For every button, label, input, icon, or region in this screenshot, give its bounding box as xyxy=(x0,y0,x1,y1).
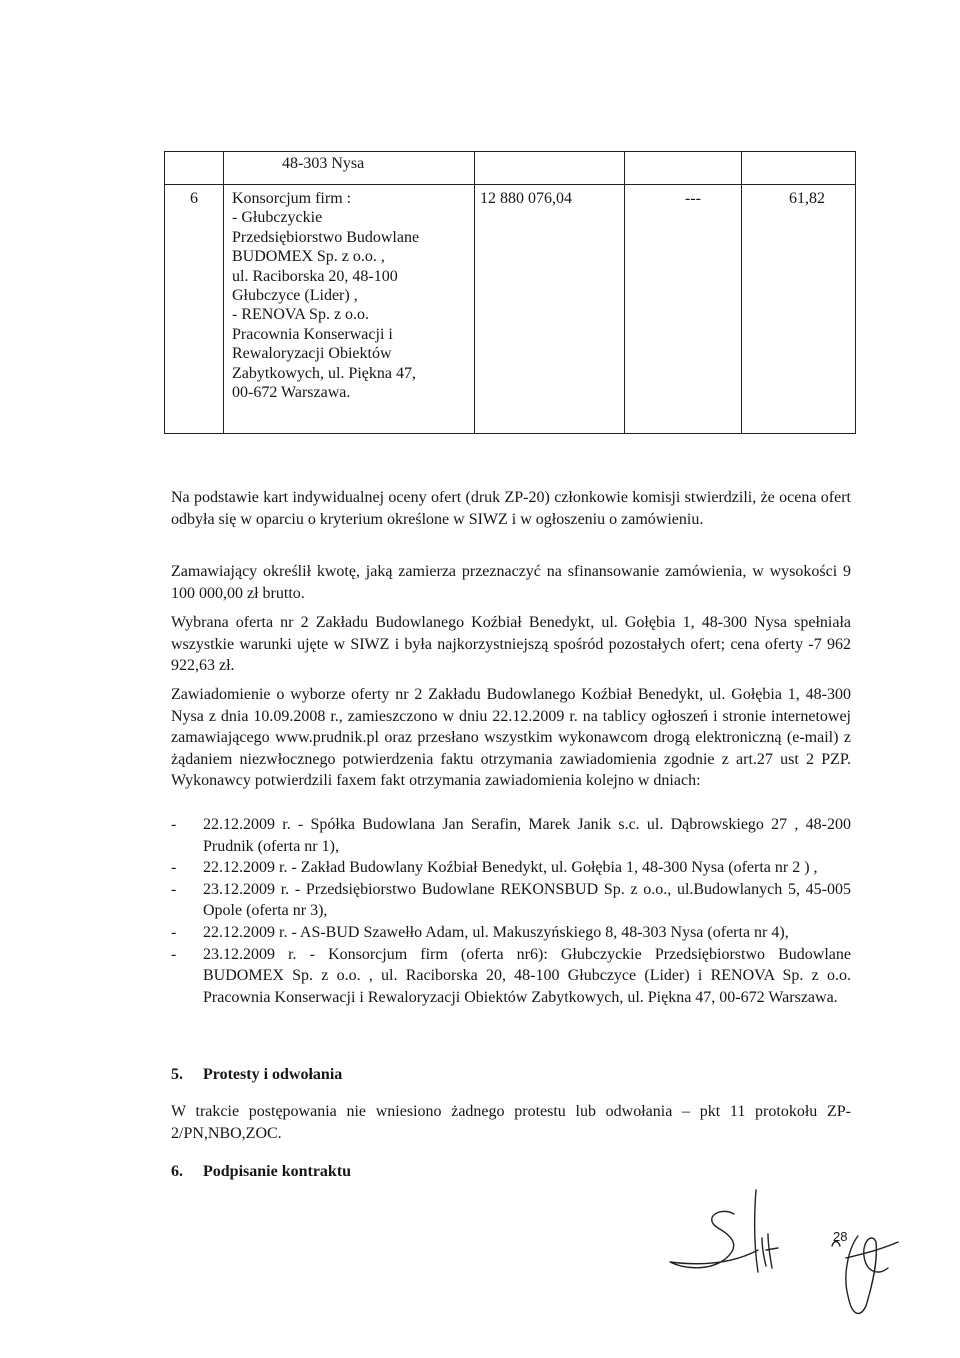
confirmation-list xyxy=(171,814,851,1008)
offer-score: 61,82 xyxy=(742,185,856,434)
list-item: - 23.12.2009 r. - Konsorcjum firm (oferta nr6): Głubczyckie Przedsiębiorstwo Budowlane BUDOMEX Sp. z o.o. , ul. Raciborska 20, 48-100 Głubczyce (Lider) i RENOVA Sp. z o.o. Pracownia Konserwacji i Rewaloryzacji Obiektów Zabytkowych, ul. Piękna 47, 00-672 Warszawa. xyxy=(171,945,851,1006)
paragraph-notification: Zawiadomienie o wyborze oferty nr 2 Zakładu Budowlanego Koźbiał Benedykt, ul. Gołębia 1, 48-300 Nysa z dnia 10.09.2008 r., zamieszczono w dniu 22.12.2009 r. na tablicy ogłoszeń i stronie internetowej zamawiającego www.prudnik.pl oraz przesłano wszystkim wykonawcom drogą elektroniczną (e-mail) z żądaniem niezwłocznego potwierdzenia faktu otrzymania zawiadomienia zgodnie z art.27 ust 2 PZP. Wykonawcy potwierdzili faxem fakt otrzymania zawiadomienia kolejno w dniach: xyxy=(171,686,851,790)
firm-line: 00-672 Warszawa. xyxy=(232,384,351,402)
firm-line: Pracownia Konserwacji i xyxy=(232,325,393,343)
paragraph-protests: W trakcie postępowania nie wniesiono żadnego protestu lub odwołania – pkt 11 protokołu ZP-2/PN,NBO,ZOC. xyxy=(171,1103,851,1142)
section-heading-contract: 6. Podpisanie kontraktu xyxy=(171,1163,352,1180)
firm-line: - RENOVA Sp. z o.o. xyxy=(232,306,370,324)
section-heading-protests: 5. Protesty i odwołania xyxy=(171,1066,343,1083)
list-dash: - xyxy=(171,923,177,941)
firm-line: Przedsiębiorstwo Budowlane xyxy=(232,228,420,246)
firm-line: ul. Raciborska 20, 48-100 xyxy=(232,267,398,285)
firm-cell xyxy=(224,185,475,434)
list-item: - 22.12.2009 r. - AS-BUD Szawełło Adam, ul. Makuszyńskiego 8, 48-303 Nysa (oferta nr 4), xyxy=(171,922,851,944)
offer-price: 12 880 076,04 xyxy=(475,185,625,434)
list-dash: - xyxy=(171,880,177,898)
table-row xyxy=(165,152,856,185)
offer-number: 6 xyxy=(165,185,224,434)
handwritten-signature-icon xyxy=(662,1176,912,1326)
offer-table xyxy=(164,151,856,434)
firm-line: Rewaloryzacji Obiektów xyxy=(232,345,392,363)
list-dash: - xyxy=(171,859,177,877)
list-dash: - xyxy=(171,816,177,833)
paragraph-evaluation: Na podstawie kart indywidualnej oceny ofert (druk ZP-20) członkowie komisji stwierdzili, że ocena ofert odbyła się w oparciu o kryterium określone w SIWZ i w ogłoszeniu o zamówieniu. xyxy=(171,489,851,528)
offer-empty-value: --- xyxy=(625,185,742,434)
page-number: 28 xyxy=(833,1229,848,1244)
continuation-address: 48-303 Nysa xyxy=(224,152,475,185)
firm-line: - Głubczyckie xyxy=(232,209,323,227)
firm-line: BUDOMEX Sp. z o.o. , xyxy=(232,248,385,266)
table-row xyxy=(165,185,856,434)
firm-line: Zabytkowych, ul. Piękna 47, xyxy=(232,364,416,382)
list-item: - 22.12.2009 r. - Zakład Budowlany Koźbiał Benedykt, ul. Gołębia 1, 48-300 Nysa (oferta nr 2 ) , xyxy=(171,857,851,879)
paragraph-budget: Zamawiający określił kwotę, jaką zamierza przeznaczyć na sfinansowanie zamówienia, w wysokości 9 100 000,00 zł brutto. xyxy=(171,563,851,602)
paragraph-selected-offer: Wybrana oferta nr 2 Zakładu Budowlanego Koźbiał Benedykt, ul. Gołębia 1, 48-300 Nysa spełniała wszystkie warunki ujęte w SIWZ i była najkorzystniejszą spośród pozostałych ofert; cena oferty -7 962 922,63 zł. xyxy=(171,614,851,675)
firm-line: Konsorcjum firm : xyxy=(232,190,352,207)
list-item: - 23.12.2009 r. - Przedsiębiorstwo Budowlane REKONSBUD Sp. z o.o., ul.Budowlanych 5, 45-005 Opole (oferta nr 3), xyxy=(171,880,851,920)
list-item: - 22.12.2009 r. - Spółka Budowlana Jan Serafin, Marek Janik s.c. ul. Dąbrowskiego 27 , 48-200 Prudnik (oferta nr 1), xyxy=(171,816,851,855)
list-dash: - xyxy=(171,945,177,963)
firm-line: Głubczyce (Lider) , xyxy=(232,287,358,305)
